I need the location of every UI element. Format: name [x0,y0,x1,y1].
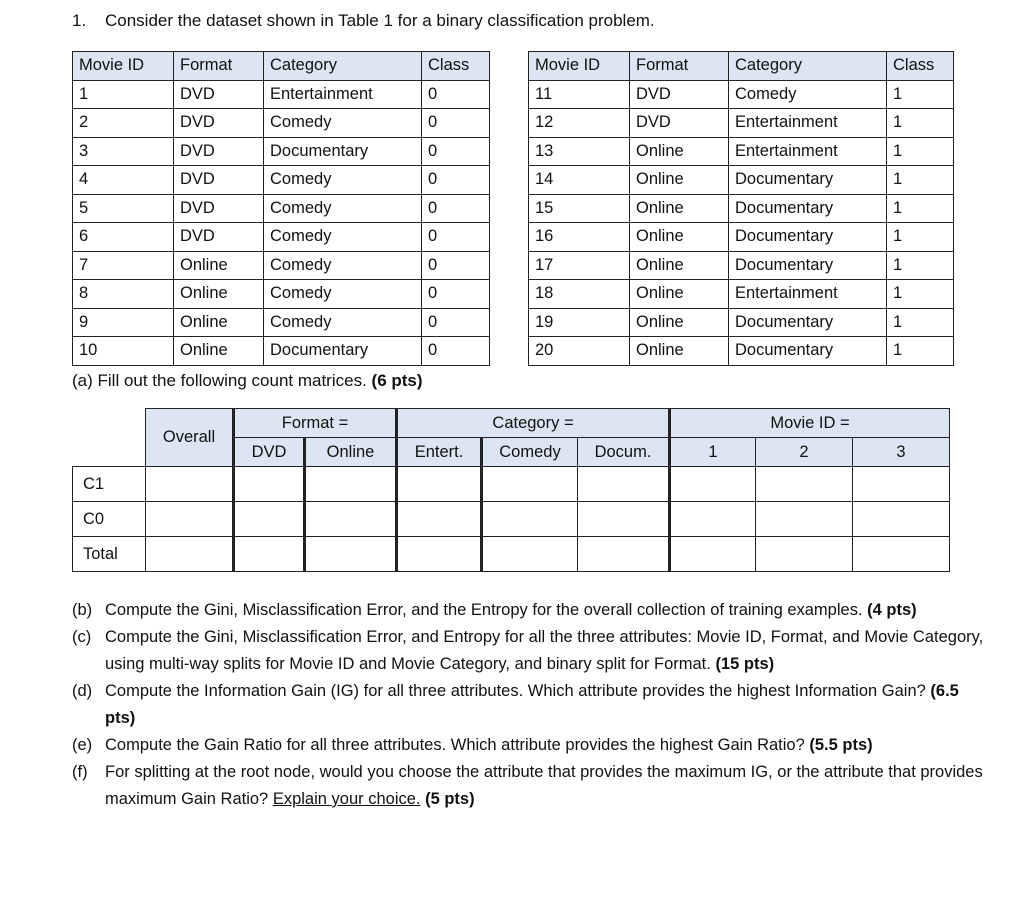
count-matrix-row-label: C1 [73,467,146,502]
cell-movie-id: 10 [73,337,174,366]
count-matrix-cell[interactable] [234,467,305,502]
cell-movie-id: 14 [529,166,630,195]
count-matrix-row [73,502,950,537]
count-matrix-cell[interactable] [397,537,482,572]
cell-format: Online [630,194,729,223]
part-c-text: Compute the Gini, Misclassification Error, and Entropy for all the three attributes: Movie ID, Format, and Movie Category, using multi-way splits for Movie ID and Movie Category, and binary split for Format. [105,628,984,673]
part-e [72,732,992,759]
count-matrix-cell[interactable] [482,502,578,537]
header-class: Class [887,52,954,81]
cell-category: Comedy [729,80,887,109]
movie-id-1: 1 [670,438,756,467]
part-f-points: (5 pts) [425,790,475,808]
cell-class: 0 [422,109,490,138]
header-movie-id: Movie ID [73,52,174,81]
header-category: Category [264,52,422,81]
movie-id-2: 2 [756,438,853,467]
count-matrix-cell[interactable] [234,537,305,572]
cell-format: Online [630,223,729,252]
cell-category: Entertainment [729,137,887,166]
part-f [72,759,992,813]
dataset-table-right [528,51,954,366]
cell-format: Online [630,308,729,337]
cell-format: Online [630,137,729,166]
count-matrix-cell[interactable] [578,537,670,572]
cell-movie-id: 8 [73,280,174,309]
cell-class: 1 [887,137,954,166]
category-entert: Entert. [397,438,482,467]
question-text: Consider the dataset shown in Table 1 for a binary classification problem. [105,11,655,30]
empty-corner [73,409,146,467]
cell-category: Documentary [729,251,887,280]
count-matrix-cell[interactable] [670,502,756,537]
category-docum: Docum. [578,438,670,467]
cell-category: Documentary [729,308,887,337]
header-class: Class [422,52,490,81]
cell-format: Online [174,251,264,280]
cell-movie-id: 15 [529,194,630,223]
count-matrix-row-label: C0 [73,502,146,537]
cell-format: DVD [174,194,264,223]
cell-category: Comedy [264,194,422,223]
count-matrix-cell[interactable] [482,537,578,572]
part-d-label: (d) [72,682,93,700]
part-b-label: (b) [72,601,93,619]
format-online: Online [305,438,397,467]
header-format: Format [174,52,264,81]
part-e-text: Compute the Gain Ratio for all three attributes. Which attribute provides the highest Gain Ratio? [105,736,805,754]
cell-class: 0 [422,251,490,280]
part-c-label: (c) [72,628,92,646]
part-a-text: Fill out the following count matrices. [97,371,367,390]
cell-category: Comedy [264,223,422,252]
count-matrix-cell[interactable] [578,502,670,537]
cell-category: Comedy [264,280,422,309]
cell-class: 0 [422,280,490,309]
cell-movie-id: 4 [73,166,174,195]
count-matrix-row-label: Total [73,537,146,572]
table-row [529,223,954,252]
count-matrix-cell[interactable] [146,502,234,537]
count-matrix-cell[interactable] [853,502,950,537]
part-d [72,678,992,732]
table-row [529,308,954,337]
cell-class: 1 [887,280,954,309]
cell-format: DVD [174,166,264,195]
cell-class: 1 [887,80,954,109]
header-format: Format [630,52,729,81]
cell-format: Online [174,308,264,337]
cell-class: 0 [422,223,490,252]
cell-format: DVD [174,223,264,252]
cell-format: DVD [630,109,729,138]
cell-movie-id: 11 [529,80,630,109]
header-movie-id: Movie ID [529,52,630,81]
cell-category: Entertainment [264,80,422,109]
category-comedy: Comedy [482,438,578,467]
cell-class: 1 [887,194,954,223]
count-matrix-cell[interactable] [756,537,853,572]
cell-class: 0 [422,80,490,109]
table-row [529,80,954,109]
count-matrix-cell[interactable] [146,467,234,502]
cell-format: DVD [174,109,264,138]
category-header: Category = [397,409,670,438]
cell-class: 1 [887,109,954,138]
cell-format: Online [174,337,264,366]
cell-class: 1 [887,308,954,337]
cell-format: DVD [630,80,729,109]
movie-id-3: 3 [853,438,950,467]
cell-category: Documentary [264,137,422,166]
part-e-points: (5.5 pts) [809,736,873,754]
part-b-text: Compute the Gini, Misclassification Error, and the Entropy for the overall collection of training examples. [105,601,863,619]
cell-class: 0 [422,337,490,366]
cell-class: 0 [422,194,490,223]
cell-movie-id: 3 [73,137,174,166]
cell-class: 1 [887,166,954,195]
count-matrix-cell[interactable] [853,467,950,502]
part-e-label: (e) [72,736,93,754]
cell-movie-id: 12 [529,109,630,138]
part-b [72,597,992,624]
cell-category: Documentary [729,166,887,195]
table-header-row [529,52,954,81]
table-row [73,80,490,109]
movie-id-header: Movie ID = [670,409,950,438]
table-row [73,337,490,366]
cell-class: 0 [422,308,490,337]
cell-category: Comedy [264,166,422,195]
cell-category: Entertainment [729,280,887,309]
cell-movie-id: 6 [73,223,174,252]
cell-category: Comedy [264,308,422,337]
part-b-points: (4 pts) [867,601,917,619]
cell-format: DVD [174,80,264,109]
part-a-label: (a) [72,371,93,390]
cell-class: 0 [422,137,490,166]
part-d-text: Compute the Information Gain (IG) for all three attributes. Which attribute provides the highest Information Gain? [105,682,926,700]
format-dvd: DVD [234,438,305,467]
count-matrix-cell[interactable] [578,467,670,502]
cell-format: Online [630,166,729,195]
count-matrix-cell[interactable] [670,537,756,572]
table-row [73,109,490,138]
part-c [72,624,992,678]
part-f-label: (f) [72,763,88,781]
count-matrix-cell[interactable] [146,537,234,572]
table-row [529,280,954,309]
table-row [529,166,954,195]
part-d-points: (6.5 pts) [105,682,959,727]
count-matrix-cell[interactable] [397,502,482,537]
count-matrix-row [73,467,950,502]
cell-category: Comedy [264,251,422,280]
part-a [72,371,423,391]
part-c-points: (15 pts) [715,655,775,673]
cell-category: Documentary [729,194,887,223]
part-f-text: For splitting at the root node, would you choose the attribute that provides the maximum IG, or the attribute that provides maximum Gain Ratio? [105,763,983,808]
table-row [73,137,490,166]
cell-format: Online [630,337,729,366]
cell-movie-id: 9 [73,308,174,337]
count-matrix-cell[interactable] [482,467,578,502]
cell-category: Documentary [264,337,422,366]
header-category: Category [729,52,887,81]
count-matrix-cell[interactable] [305,467,397,502]
count-matrix-table [72,408,950,572]
table-row [73,194,490,223]
cell-format: Online [174,280,264,309]
overall-header: Overall [146,409,234,467]
table-header-row [73,52,490,81]
cell-format: Online [630,280,729,309]
count-matrix-cell[interactable] [305,502,397,537]
cell-format: DVD [174,137,264,166]
table-row [529,251,954,280]
count-matrix-cell[interactable] [670,467,756,502]
table-row [529,194,954,223]
cell-class: 1 [887,337,954,366]
cell-category: Documentary [729,223,887,252]
cell-movie-id: 1 [73,80,174,109]
count-matrix-cell[interactable] [756,467,853,502]
question-parts-list [72,597,992,813]
cell-movie-id: 20 [529,337,630,366]
count-matrix-cell[interactable] [756,502,853,537]
cell-class: 1 [887,251,954,280]
table-row [529,137,954,166]
part-a-points: (6 pts) [371,371,423,390]
count-matrix-row [73,537,950,572]
cell-movie-id: 7 [73,251,174,280]
table-row [73,308,490,337]
format-header: Format = [234,409,397,438]
cell-movie-id: 5 [73,194,174,223]
count-matrix-cell[interactable] [397,467,482,502]
table-row [529,109,954,138]
table-row [73,223,490,252]
cell-movie-id: 16 [529,223,630,252]
cell-movie-id: 18 [529,280,630,309]
table-row [73,166,490,195]
cell-format: Online [630,251,729,280]
cell-movie-id: 17 [529,251,630,280]
count-matrix-cell[interactable] [305,537,397,572]
cell-class: 1 [887,223,954,252]
cell-movie-id: 13 [529,137,630,166]
cell-category: Entertainment [729,109,887,138]
question-number: 1. [72,11,87,30]
dataset-table-left [72,51,490,366]
table-row [73,251,490,280]
count-matrix-cell[interactable] [234,502,305,537]
count-matrix-header-row-1 [73,409,950,438]
table-row [73,280,490,309]
table-row [529,337,954,366]
cell-category: Comedy [264,109,422,138]
cell-movie-id: 2 [73,109,174,138]
cell-class: 0 [422,166,490,195]
cell-category: Documentary [729,337,887,366]
count-matrix-cell[interactable] [853,537,950,572]
part-f-underlined: Explain your choice. [272,790,421,808]
cell-movie-id: 19 [529,308,630,337]
